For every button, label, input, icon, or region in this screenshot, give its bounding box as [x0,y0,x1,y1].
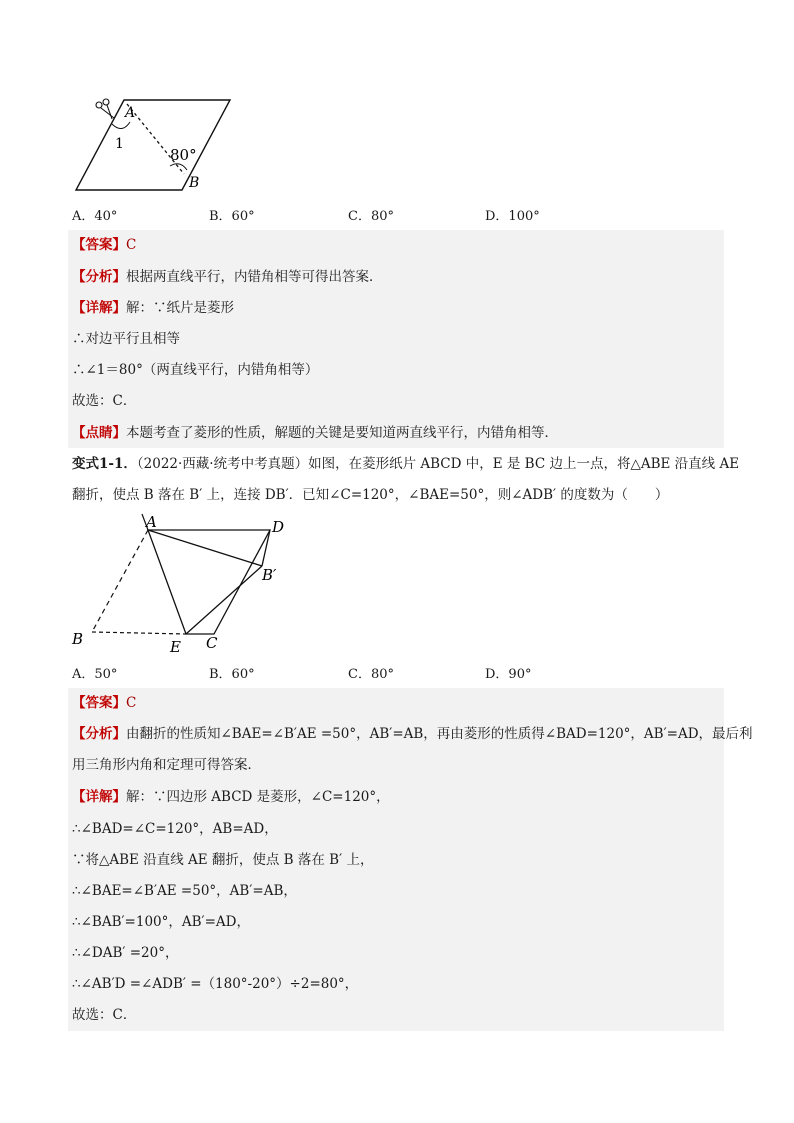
answer-line-2: 【答案】C [72,695,137,711]
question-2-line-1: 变式1-1．（2022·西藏·统考中考真题）如图，在菱形纸片 ABCD 中，E 是 BC 边上一点，将△ABE 沿直线 AE [72,456,740,472]
figure2-label-bprime: B′ [262,566,277,584]
detail-line-2-6: ∴∠DAB′ =20°， [72,945,179,961]
analysis-line-2a: 【分析】由翻折的性质知∠BAE=∠B′AE =50°，AB′=AB，再由菱形的性质得∠BAD=120°，AB′=AD，最后利 [72,726,753,742]
scissors-icon [96,99,114,119]
analysis-line-2b: 用三角形内角和定理可得答案． [72,757,261,773]
figure-folded-rhombus [66,510,296,658]
option-a: A．40° [72,209,118,224]
option-d: D．90° [485,667,532,682]
figure2-label-d: D [272,518,285,536]
detail-line-4: 故选：C． [72,393,137,409]
detail-line-2-1: 【详解】解：∵四边形 ABCD 是菱形，∠C=120°， [72,789,390,805]
detail-line-2-4: ∴∠BAE=∠B′AE =50°，AB′=AB， [72,883,297,899]
comment-line-1: 【点睛】本题考查了菱形的性质，解题的关键是要知道两直线平行，内错角相等． [72,425,558,441]
detail-line-2-7: ∴∠AB′D =∠ADB′ =（180°-20°）÷2=80°， [72,976,359,992]
q1-options [72,205,712,223]
answer-line-1: 【答案】C [72,237,137,253]
figure2-label-c: C [206,634,218,652]
detail-line-2: ∴对边平行且相等 [72,331,180,347]
analysis-line-1: 【分析】根据两直线平行，内错角相等可得出答案． [72,269,383,285]
figure2-label-a: A [146,513,157,531]
option-b: B．60° [209,667,255,682]
figure-rhombus-1 [72,92,242,196]
detail-line-3: ∴∠1＝80°（两直线平行，内错角相等） [72,362,319,378]
detail-line-2-8: 故选：C． [72,1007,137,1023]
option-c: C．80° [348,667,394,682]
detail-line-2-2: ∴∠BAD=∠C=120°，AB=AD， [72,821,278,837]
q2-options [72,663,712,681]
figure2-label-b: B [72,630,84,648]
question-2-line-2: 翻折，使点 B 落在 B′ 上，连接 DB′．已知∠C=120°，∠BAE=50°，则∠ADB′ 的度数为（ ） [72,487,669,503]
option-d: D．100° [485,209,540,224]
option-a: A．50° [72,667,118,682]
question-label: 变式1-1． [72,456,137,472]
figure1-label-1: 1 [115,136,124,152]
figure1-label-b: B [189,175,200,191]
option-c: C．80° [348,209,394,224]
figure2-label-e: E [170,638,181,656]
option-b: B．60° [209,209,255,224]
detail-line-2-3: ∵将△ABE 沿直线 AE 翻折，使点 B 落在 B′ 上， [72,852,374,868]
detail-line-1: 【详解】解：∵纸片是菱形 [72,300,234,316]
figure1-label-80: 80° [170,146,197,164]
detail-line-2-5: ∴∠BAB′=100°，AB′=AD， [72,914,251,930]
figure1-label-a: A [125,105,136,121]
